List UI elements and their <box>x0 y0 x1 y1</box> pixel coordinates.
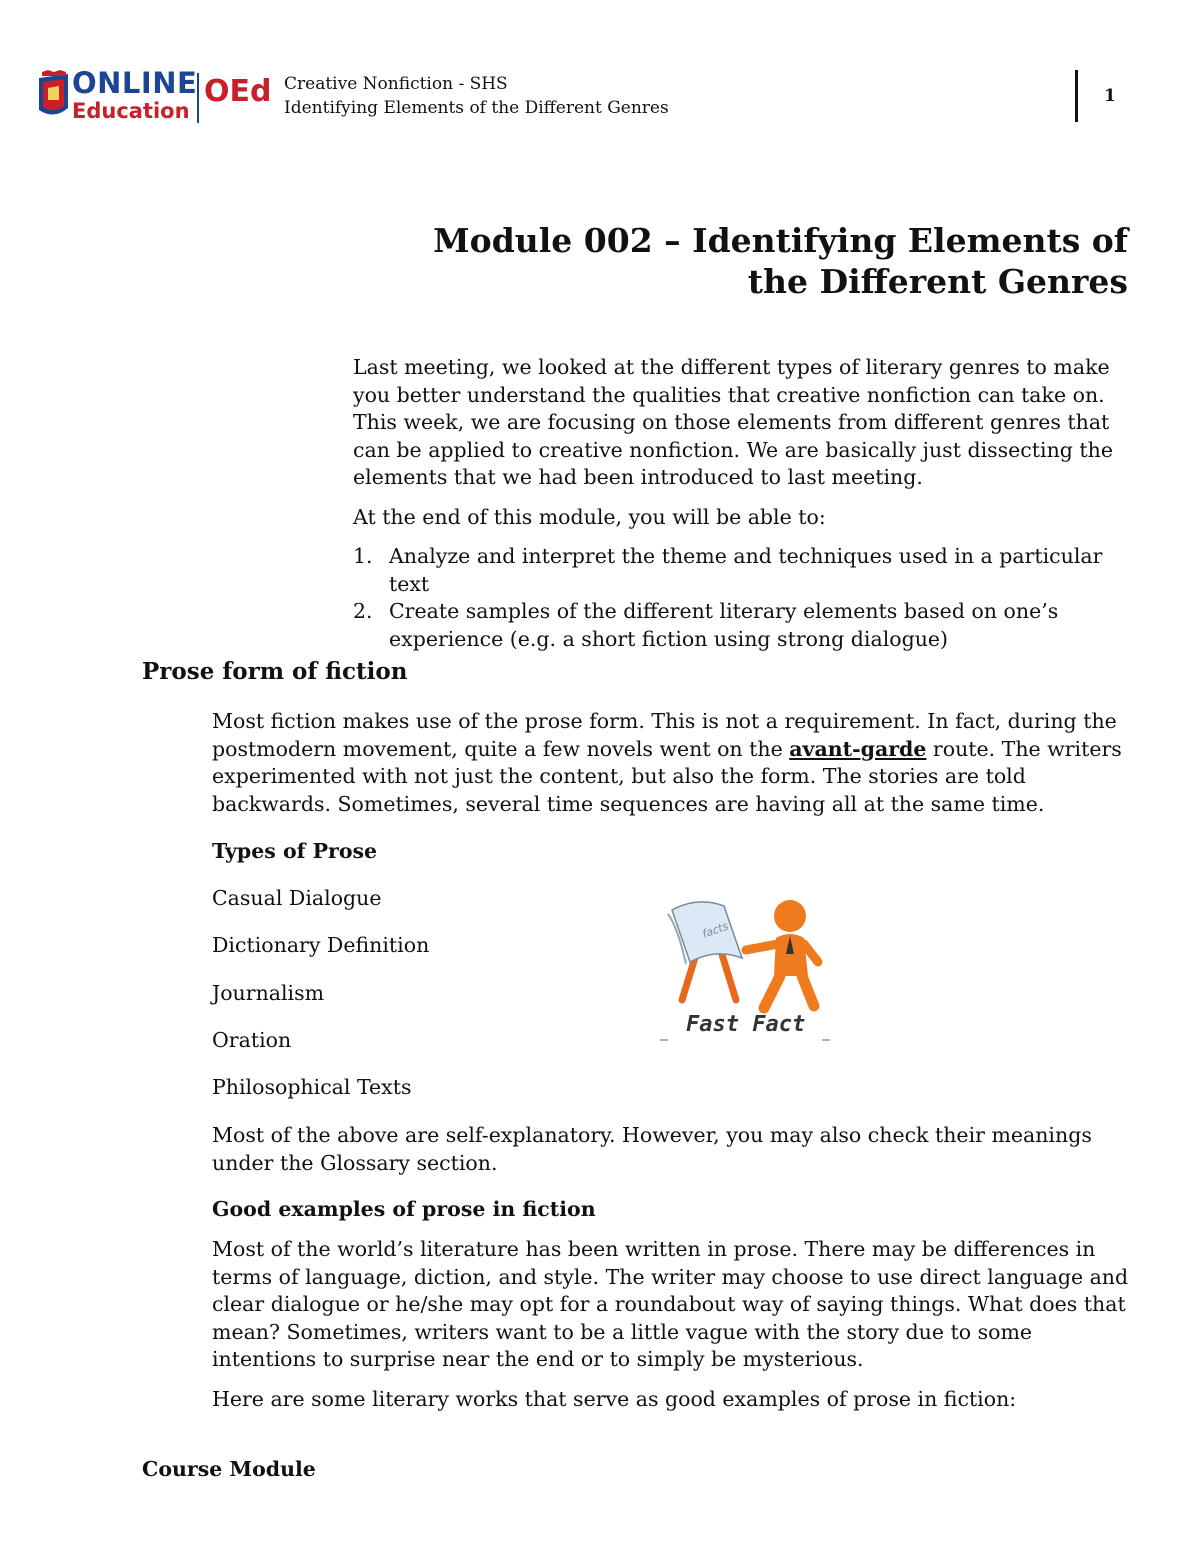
intro-paragraph: Last meeting, we looked at the different types of literary genres to make you better understand the qualities that creative nonfiction can take on. This week, we are focusing on those elements from different genres that can be applied to creative nonfiction. We are basically just dissecting the elements that we had been introduced to last meeting. <box>353 355 1114 489</box>
sign-text: facts <box>700 919 731 941</box>
prose-text-before: Most fiction makes use of the prose form. This is not a requirement. In fact, during the postmodern movement, quite a few novels went on the <box>212 709 1117 761</box>
logo-oed-text: OEd <box>204 74 272 109</box>
types-of-prose-heading: Types of Prose <box>212 839 378 863</box>
footer-label: Course Module <box>142 1457 316 1481</box>
page-number: 1 <box>1104 86 1116 106</box>
objective-text: Analyze and interpret the theme and techniques used in a particular text <box>389 544 1103 596</box>
world-literature-paragraph: Most of the world’s literature has been written in prose. There may be differences in terms of language, diction, and style. The writer may choose to use direct language and clear dialogue or he/she may opt for a roundabout way of saying things. What does that mean? Sometimes, writers want to be a little vague with the story due to some intentions to surprise near the end or to simply be mysterious. <box>212 1237 1129 1371</box>
types-of-prose-list <box>212 886 429 1122</box>
list-item: Philosophical Texts <box>212 1075 412 1100</box>
page-title: Module 002 – Identifying Elements of the Different Genres <box>433 221 1128 301</box>
header-divider <box>1075 70 1078 122</box>
prose-paragraph <box>212 708 1142 818</box>
avant-garde-link[interactable]: avant-garde <box>789 736 927 761</box>
examples-intro-paragraph: Here are some literary works that serve as good examples of prose in fiction: <box>212 1387 1017 1411</box>
list-item <box>353 543 1128 598</box>
section-heading: Prose form of fiction <box>142 658 408 685</box>
list-number: 1. <box>353 544 373 568</box>
list-item: Casual Dialogue <box>212 886 382 910</box>
list-number: 2. <box>353 599 373 623</box>
fast-fact-label: Fast Fact <box>686 1012 806 1037</box>
list-item: Oration <box>212 1027 292 1052</box>
list-item: Dictionary Definition <box>212 933 430 958</box>
logo-online-text: ONLINE <box>72 66 198 100</box>
list-item <box>353 598 1128 653</box>
logo-divider <box>197 73 199 123</box>
good-examples-heading: Good examples of prose in fiction <box>212 1197 596 1221</box>
logo-education-text: Education <box>72 99 190 123</box>
self-explanatory-paragraph: Most of the above are self-explanatory. However, you may also check their meanings under the Glossary section. <box>212 1123 1092 1175</box>
prose-text-after: route. The writers experimented with not just the content, but also the form. The stories are told backwards. Sometimes, several time sequences are having all at the same time. <box>212 736 1122 816</box>
objective-text: Create samples of the different literary elements based on one’s experience (e.g. a short fiction using strong dialogue) <box>389 599 1059 651</box>
objectives-intro: At the end of this module, you will be able to: <box>353 505 826 529</box>
header-topic: Identifying Elements of the Different Genres <box>284 98 669 118</box>
list-item: Journalism <box>212 980 325 1005</box>
header-course: Creative Nonfiction - SHS <box>284 74 508 94</box>
objectives-list <box>353 543 1128 653</box>
